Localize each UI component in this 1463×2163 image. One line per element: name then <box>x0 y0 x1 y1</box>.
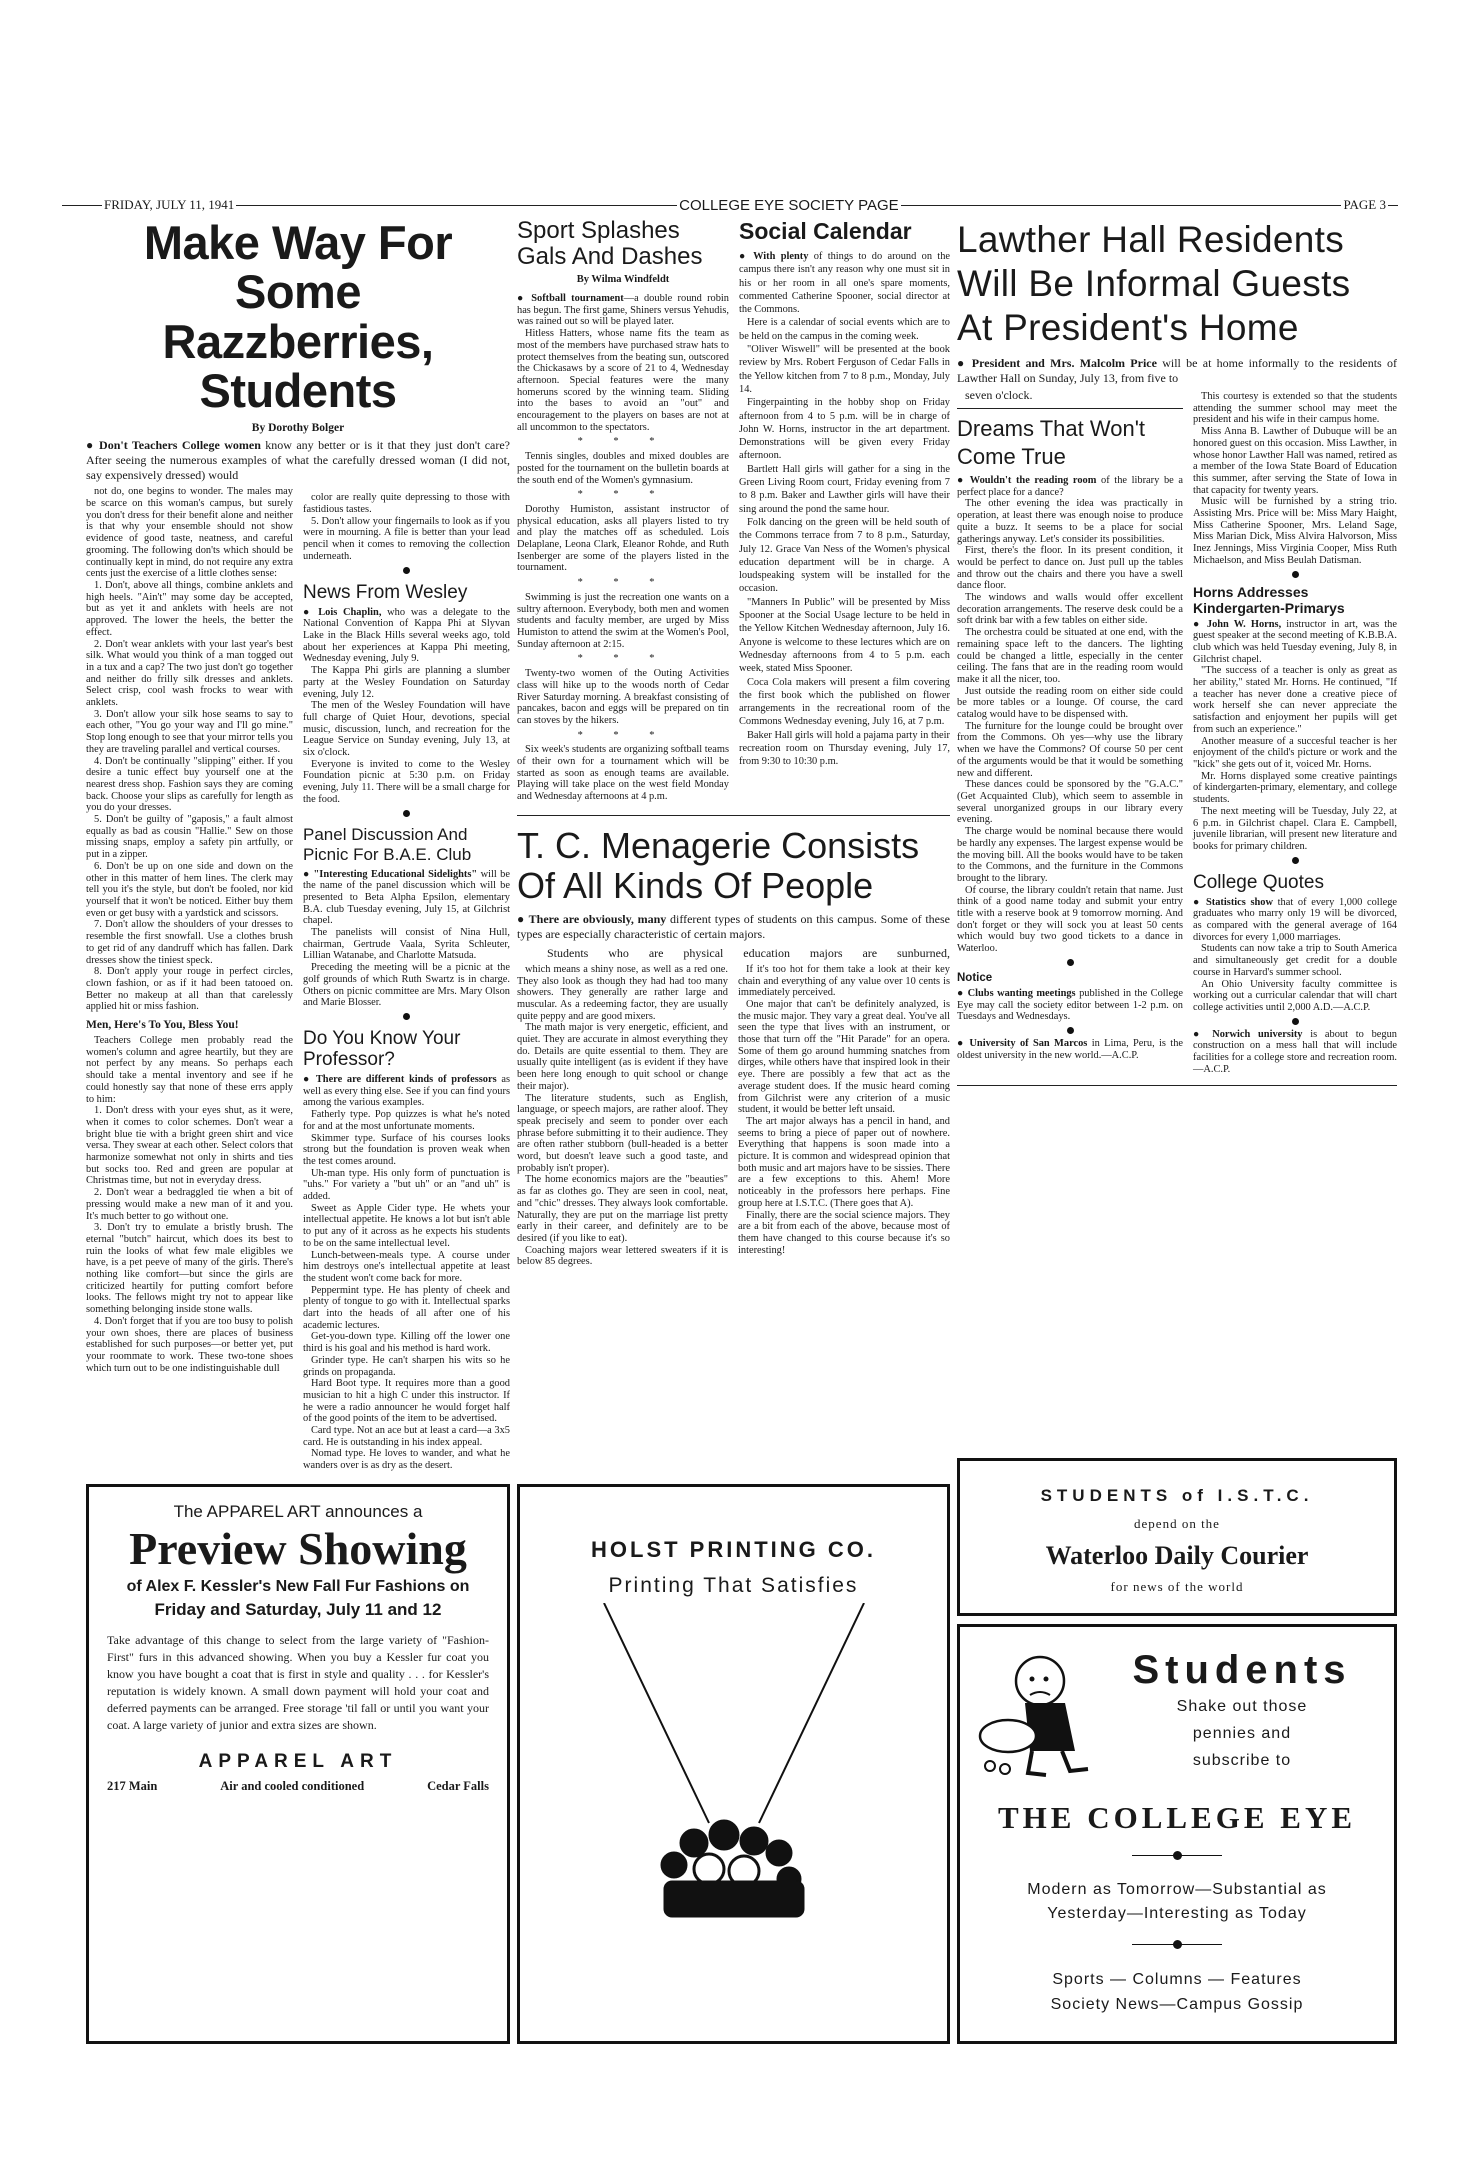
paragraph: Of course, the library couldn't retain that name. Just think of a good name today and submit your entry title with a reserve book at 9 tomorrow morning. And don't forget or they will sock you at least 50 cents which would buy two good tickets to a dance in Waterloo. <box>957 884 1183 955</box>
headline-line: Make Way For Some <box>143 216 453 319</box>
ad-headline-block <box>1100 1641 1384 1774</box>
paragraph: Tennis singles, doubles and mixed doubles are posted for the tournament on the bulletin boards at the south end of the Women's gymnasium. <box>517 451 729 486</box>
paragraph: 2. Don't wear anklets with your last year's best silk. What would you think of a man togged out in a tux and a cap? The two just don't go together and neither do frilly silk dresses and anklets. Select crisp, cool wash frocks to wear with anklets. <box>86 638 293 709</box>
paragraph-text: will be the name of the panel discussion which will be presented to Beta Alpha Epsilon, elementary B.A. club Tuesday evening, July 15, at Gilchrist chapel. <box>303 868 510 927</box>
paragraph: Coca Cola makers will present a film covering the first book which the published on flower arrangements in the recreational room of the Commons Wednesday evening, July 16, at 7 p.m. <box>739 676 950 728</box>
intro-lead: President and Mrs. Malcolm Price <box>971 356 1157 370</box>
paragraph <box>303 1074 510 1109</box>
paragraph: If it's too hot for them take a look at their key chain and everything of any value over 10 cents is immediately perceived. <box>738 963 950 999</box>
separator: * * * <box>577 577 669 589</box>
headline-line: Sport Splashes <box>517 217 680 244</box>
paragraph: The other evening the idea was practically in operation, at least there was enough noise to produce quite a buzz. It seems to be a place for social gatherings anyway. Let's consider its possibilities. <box>957 498 1183 545</box>
ad-line: Modern as Tomorrow—Substantial as <box>1027 1881 1327 1898</box>
paragraph: 4. Don't forget that if you are too busy to polish your own shoes, there are places of business established for such purposes—or better yet, put your roommate to work. These two-tone shoes which turn out to be one indistinguishable dull <box>86 1315 293 1374</box>
paragraph: Dorothy Humiston, assistant instructor of physical education, asks all players listed to try and play the matches off as scheduled. Lois Delaplane, Leona Clark, Eleanor Rohde, and Ruth Isenberger are some of the players listed in the tournament. <box>517 503 729 574</box>
paragraph: 7. Don't allow the shoulders of your dresses to resemble the first snowfall. Use a clothes brush to get rid of any dandruff which has fallen. Dark dresses show the tiniest speck. <box>86 919 293 966</box>
paragraph: Music will be furnished by a string trio. Assisting Mrs. Price will be: Miss Mary Haight, Miss Catherine Spooner, Mrs. Leland Sage, Miss Marian Dick, Miss Alvira Halvorson, Miss Inez Jennings, Miss Virginia Cooper, Miss Ruth Michaelson, and Miss Beulah Datisman. <box>1193 496 1397 566</box>
ad-footer <box>107 1778 489 1794</box>
professor-article <box>303 1074 510 1472</box>
paragraph-text: of the library be a perfect place for a dance? <box>957 475 1183 498</box>
paragraph: The panelists will consist of Nina Hull, chairman, Gertrude Vaala, Syrita Schleuter, Lillian Watanabe, and Charlotte Matsuda. <box>303 927 510 962</box>
ad-line: Yesterday—Interesting as Today <box>1047 1905 1307 1922</box>
rule <box>1388 205 1398 206</box>
paragraph: Hitless Hatters, whose name fits the team as most of the members have purchased straw hats to protect themselves from the beating sun, outscored the Chickasaws by a score of 21 to 4, Wednesday afternoon. Special features were the many homeruns scored by the winning team. Sliding into the bases to avoid an "out" and encouragement to the players on bases are not at all uncommon to the spectators. <box>517 328 729 433</box>
ad-slogan: Printing That Satisfies <box>608 1574 859 1597</box>
paragraph: which means a shiny nose, as well as a red one. They also look as though they had had too many showers. They generally are rather large and muscular. As a redeeming factor, they are usually quite peppy and are good mixers. <box>517 963 728 1022</box>
sport-column <box>517 218 729 803</box>
paragraph: 1. Don't, above all things, combine anklets and high heels. "Ain't" may some day be accepted, but as yet it and anklets with heels are not approved. The lower the heels, the better the effect. <box>86 580 293 638</box>
paragraph <box>957 1038 1183 1061</box>
paragraph: Just outside the reading room on either side could be more tables or a lounge. Of course, the card catalog would have to be dispensed with. <box>957 685 1183 721</box>
paragraph <box>517 293 729 328</box>
lead-in: ● Norwich university <box>1193 1029 1302 1040</box>
bae-article <box>303 869 510 1020</box>
rule <box>236 205 677 206</box>
intro-lead: There are obviously, many <box>528 911 667 926</box>
paragraph <box>1193 897 1397 944</box>
paragraph: The men of the Wesley Foundation will have full charge of Quiet Hour, devotions, special music, discussion, lunch, and recreation for the League Service on Sunday evening, July 13, at six o'clock. <box>303 700 510 759</box>
paragraph: Teachers College men probably read the women's column and agree heartily, but they are not perfect by any means. So perhaps each should take a mental inventory and see if he could honestly say that none of these errs apply to him: <box>86 1035 293 1105</box>
paragraph <box>957 988 1183 1023</box>
ad-features <box>970 1967 1384 2017</box>
paragraph: Preceding the meeting will be a picnic at the golf grounds of which Ruth Swartz is in charge. Others on picnic committee are Mrs. Mary Olson and Marie Blosser. <box>303 962 510 1009</box>
ad-body: Take advantage of this change to select from the large variety of "Fashion-First" furs in this advanced showing. When you buy a Kessler fur coat you know you have bought a coat that is first in style and quality . . . for Kessler's reputation is widely known. A small down payment will hold your coat and deferred payments can be arranged. Free storage 'til fall or until you want your coat. A large variety of junior and extra sizes are shown. <box>107 1633 489 1732</box>
paragraph: Folk dancing on the green will be held south of the Commons terrace from 7 to 8 p.m., Saturday, July 12. Grace Van Ness of the Women's physical education department will be in charge. A loudspeaking system will be installed for the occasion. <box>739 516 950 595</box>
ad-company-name: HOLST PRINTING CO. <box>591 1537 876 1562</box>
paragraph: Mr. Horns displayed some creative paintings of kindergarten-primary, elementary, and college students. <box>1193 770 1397 806</box>
divider <box>517 815 950 816</box>
paragraph: Miss Anna B. Lawther of Dubuque will be an honored guest on this occasion. Miss Lawther, in whose honor Lawther Hall was named, retired as a member of the Iowa State Board of Education this summer, after serving the State of Iowa in that capacity for twenty years. <box>1193 426 1397 496</box>
paragraph-text: is about to begun construction on a mess hall that will include facilities for a college store and recreation room.—A.C.P. <box>1193 1028 1397 1075</box>
paragraph: Hard Boot type. It requires more than a good musician to hit a high C under this instructor. If he were a radio announcer he would forget half of the good points of the item to be advertised. <box>303 1378 510 1425</box>
ad-title: Preview Showing <box>129 1523 467 1574</box>
paragraph: First, there's the floor. In its present condition, it would be perfect to dance on. Just pull up the tables and throw out the chairs and there you have a swell dance floor. <box>957 545 1183 592</box>
rule <box>62 205 102 206</box>
page-number: PAGE 3 <box>1343 197 1386 212</box>
wesley-article <box>303 607 510 817</box>
crowd-illustration-icon <box>584 1603 884 1923</box>
paragraph: Fingerpainting in the hobby shop on Friday afternoon from 4 to 5 p.m. will be in charge of John W. Horns, instructor in the art department. Demonstrations will be given every Friday afternoon. <box>739 397 950 462</box>
notice-headline: Notice <box>957 971 993 984</box>
separator-dot <box>1067 959 1074 966</box>
headline-line: Lawther Hall Residents <box>957 219 1345 260</box>
ad-paper-name: THE COLLEGE EYE <box>997 1800 1357 1835</box>
bae-headline: Panel Discussion And Picnic For B.A.E. Club <box>303 824 472 864</box>
paragraph: not do, one begins to wonder. The males may be scarce on this woman's campus, but surely you don't dress for their benefit alone and neither is that why your ensemble should not show evidence of good taste, neatness, and careful grooming. The following don'ts which should be continually kept in mind, do not require any extra cents just the exercise of a little clothes sense: <box>86 486 293 580</box>
paragraph: "The success of a teacher is only as great as her ability," stated Mr. Horns. He continued, "If a teacher has never done a creative piece of work herself she can never appreciate the satisfaction and enjoyment her pupils will get from such an experience." <box>1193 665 1397 735</box>
paragraph: 4. Don't be continually "slipping" either. If you desire a tunic effect buy yourself one at the nearest dress shop. Fashion says they are coming back. Choose your slips as carefully for length as you do your dresses. <box>86 755 293 814</box>
separator: * * * <box>577 653 669 665</box>
lead-in: ● With plenty <box>739 251 808 262</box>
social-article <box>739 250 950 769</box>
paragraph: The windows and walls would offer excellent decoration arrangements. The reserve desk could be a soft drink bar with a few tables on either side. <box>957 592 1183 627</box>
paragraph: Baker Hall girls will hold a pajama party in their recreation room on Thursday evening, July 17, from 9:30 to 10:30 p.m. <box>739 729 950 768</box>
paragraph: Swimming is just the recreation one wants on a sultry afternoon. Everybody, both men and women students and faculty member, are urged by Miss Humiston to attend the swim at the Women's Pool, Sunday afternoon at 2:15. <box>517 591 729 650</box>
paragraph: 3. Don't allow your silk hose seams to say to each other, "You go your way and I'll go mine." Stop long enough to see that your mirror tells you they are traveling parallel and vertical courses. <box>86 708 293 755</box>
ad-line: Friday and Saturday, July 11 and 12 <box>154 1600 442 1619</box>
paragraph: Six week's students are organizing softball teams of their own for a tournament which will be started as soon as enough teams are available. Playing will take place on the west field Monday and Wednesday afternoons at 4 p.m. <box>517 744 729 803</box>
separator-dot <box>1292 857 1299 864</box>
lawther-headline <box>957 218 1397 350</box>
paragraph: Get-you-down type. Killing off the lower one third is his goal and his method is hard work. <box>303 1331 510 1355</box>
ad-city: Cedar Falls <box>427 1779 489 1793</box>
menagerie-headline <box>517 826 950 906</box>
headline-line: Will Be Informal Guests <box>957 263 1351 304</box>
apparel-art-ad[interactable] <box>86 1484 510 2044</box>
issue-date: FRIDAY, JULY 11, 1941 <box>104 197 235 212</box>
paragraph: The orchestra could be situated at one end, with the remaining space left to the dancers. The lighting could be changed a little, especially in the center ceiling. The fans that are in the reading room would make it all the nicer, too. <box>957 627 1183 685</box>
column-2 <box>303 492 510 1472</box>
lead-in: ● "Interesting Educational Sidelights" <box>303 869 477 880</box>
paragraph: One major that can't be definitely analyzed, is the music major. They vary a great deal. You've all seen the type that lives with an instrument, or those that turn off the "Hit Parade" for an opera. Some of them go around humming snatches from dirges, while others have that inspired look in their eye. There are possibly a few that act as the average student does. If the music heard coming from Gilchrist were any criterion of a music student, it would be better left unsaid. <box>738 998 950 1116</box>
razzberries-columns <box>86 486 510 1472</box>
professor-headline: Do You Know Your Professor? <box>303 1027 461 1070</box>
social-column <box>739 218 950 769</box>
paragraph <box>1193 619 1397 666</box>
razzberries-column-2 <box>303 492 510 573</box>
divider <box>1132 1944 1222 1949</box>
paragraph <box>739 250 950 316</box>
paragraph: "Oliver Wiswell" will be presented at the book review by Mrs. Robert Ferguson of Cedar Falls in the Yellow kitchen from 7 to 8 p.m., Monday, July 14. <box>739 344 950 395</box>
dreams-article <box>957 475 1183 966</box>
paragraph: Here is a calendar of social events which are to be held on the campus in the coming week. <box>739 317 950 342</box>
intro-text: know any better or is it that they just don't care? After seeing the numerous examples of what the carefully dressed woman (I did not, say expensively dressed) would <box>86 438 511 483</box>
menagerie-column-2 <box>738 964 950 1257</box>
paragraph: Skimmer type. Surface of his courses looks strong but the foundation is proven weak when the test comes around. <box>303 1132 510 1167</box>
middle-top-columns <box>517 218 950 803</box>
quotes-article <box>1193 897 1397 1076</box>
lawther-article <box>1193 391 1397 578</box>
menagerie-wide-line: Students who are physical education majors are sunburned, <box>547 945 950 960</box>
sport-headline <box>517 218 729 270</box>
ad-line: STUDENTS of I.S.T.C. <box>1040 1486 1314 1505</box>
column-5 <box>957 388 1183 1061</box>
horns-headline: Horns Addresses Kindergarten-Primarys <box>1193 583 1345 616</box>
ad-line: Shake out those <box>1176 1698 1308 1715</box>
page-header <box>60 196 1400 214</box>
byline: By Dorothy Bolger <box>251 422 345 435</box>
paragraph: Coaching majors wear lettered sweaters if it is below 85 degrees. <box>517 1244 728 1268</box>
paragraph: color are really quite depressing to those with fastidious tastes. <box>303 492 510 516</box>
paragraph: Twenty-two women of the Outing Activities class will hike up to the woods north of Cedar River Saturday morning. A breakfast consisting of pancakes, bacon and eggs will be prepared on tin can stoves by the hikers. <box>517 668 729 726</box>
paragraph: The math major is very energetic, efficient, and quiet. They are accurate in almost everything they do. Details are quite essential to them. They are usually quite intelligent (as is evident if they have been here long enough to quit school or change their major). <box>517 1022 728 1092</box>
paragraph <box>303 869 510 928</box>
headline-line: Gals And Dashes <box>517 243 703 270</box>
ad-line: for news of the world <box>1110 1579 1244 1594</box>
wesley-headline: News From Wesley <box>303 581 468 603</box>
social-headline: Social Calendar <box>739 218 912 244</box>
menagerie-intro: ● There are obviously, many different types of students on this campus. Some of these types are especially characteristic of certain majors. <box>517 911 950 941</box>
page-body <box>86 218 1396 2084</box>
separator-dot <box>403 810 410 817</box>
ad-motto <box>970 1878 1384 1926</box>
ad-line: subscribe to <box>1192 1752 1292 1769</box>
separator-dot <box>1292 1018 1299 1025</box>
rule <box>901 205 1342 206</box>
paragraph-text: in Lima, Peru, is the oldest university in the new world.—A.C.P. <box>957 1037 1184 1061</box>
lead-in: ● Clubs wanting meetings <box>957 988 1076 999</box>
paragraph: Lunch-between-meals type. A course under him destroys one's intellectual appetite at least the student won't come back for more. <box>303 1249 510 1284</box>
paragraph: An Ohio University faculty committee is working out a curricular calendar that will chart college activities until 2,000 A.D.—A.C.P. <box>1193 978 1397 1013</box>
ad-line: Society News—Campus Gossip <box>1050 1996 1304 2013</box>
menagerie-column-1 <box>517 964 728 1268</box>
paragraph-text: —a double round robin has begun. The first game, Shiners versus Yehudis, was rained out so will be played later. <box>517 293 729 328</box>
right-section <box>957 218 1397 2044</box>
separator: * * * <box>577 489 669 501</box>
headline-line: Of All Kinds Of People <box>517 864 874 906</box>
paragraph: Bartlett Hall girls will gather for a sing in the Green Living Room court, Friday evening from 7 to 8 p.m. Baker and Lawther girls will have their sing around the pond the same hour. <box>739 463 950 515</box>
paragraph: 6. Don't be up on one side and down on the other in this matter of hem lines. The clerk may tell you it's the style, but don't be fooled, nor kid yourself that it won't be noticed. Either buy them even or get busy with a yardstick and scissors. <box>86 860 293 919</box>
headline-line: Razzberries, Students <box>162 314 434 418</box>
headline-line: T. C. Menagerie Consists <box>517 824 920 866</box>
paragraph: Everyone is invited to come to the Wesley Foundation picnic at 5:30 p.m. on Friday evening, July 11. There will be a small charge for the food. <box>303 758 510 805</box>
ad-line: Sports — Columns — Features <box>1052 1971 1302 1988</box>
left-section <box>86 218 510 2044</box>
paragraph: Fatherly type. Pop quizzes is what he's noted for and at the most unfortunate moments. <box>303 1109 510 1132</box>
ad-store-name: APPAREL ART <box>198 1751 398 1772</box>
paragraph: 1. Don't dress with your eyes shut, as it were, when it comes to color schemes. Don't wear a bright blue tie with a bright green shirt and vice versa. They swear at each other. Select colors that harmonize somewhat not only in shirts and ties but socks too. Red and green are popular at Christmas time, but not in everyday dress. <box>86 1105 293 1187</box>
ad-line: depend on the <box>1134 1516 1220 1531</box>
lead-in: ● There are different kinds of professors <box>303 1074 497 1085</box>
lead-in: ● John W. Horns, <box>1193 619 1281 630</box>
lead-in: ● University of San Marcos <box>957 1038 1087 1049</box>
paragraph: The literature students, such as English, language, or speech majors, are rather aloof. They speak precisely and seem to ponder over each phrase before submitting it to their audience. They are often rather stubborn (bull-headed is a better word, but doesn't leave such a good taste, and probably isn't proper). <box>517 1092 728 1174</box>
paragraph: 5. Don't be guilty of "gaposis," a fault almost equally as bad as cousin "Hallie." Sew on those missing snaps, employ a safety pin artfully, or put in a zipper. <box>86 814 293 861</box>
section-title: COLLEGE EYE SOCIETY PAGE <box>679 196 899 214</box>
paragraph: Finally, there are the social science majors. They are a bit from each of the above, because most of them have changed to this course because it's so interesting! <box>738 1209 950 1256</box>
paragraph: The charge would be nominal because there would be hardly any expenses. The largest expense would be the moving bill. All the books would have to be taken to the Commons, and the furniture in the Commons brought to the library. <box>957 826 1183 884</box>
dreams-headline: Dreams That Won't Come True <box>957 416 1146 469</box>
paragraph: Nomad type. He loves to wander, and what he wanders over is as dry as the desert. <box>303 1448 510 1472</box>
paragraph: seven o'clock. <box>965 388 1033 402</box>
paragraph <box>303 607 510 666</box>
paragraph: 2. Don't wear a bedraggled tie when a bit of pressing would make a new man of it and you. It's much better to go without one. <box>86 1187 293 1222</box>
paragraph <box>957 475 1183 498</box>
lead-in: ● Lois Chaplin, <box>303 607 381 618</box>
lawther-continued <box>957 388 1183 403</box>
menagerie-columns <box>517 964 950 1268</box>
college-eye-ad[interactable] <box>957 1624 1397 2044</box>
paragraph: The art major always has a pencil in hand, and seems to bring a piece of paper out of nowhere. Everything that happens is soon made into a picture. It is common and widespread opinion that both music and art majors have to be sissies. There are a few exceptions to this. Ahem! More noticeably in the professors here perhaps. Fine group here at I.S.T.C. (There goes that A). <box>738 1115 950 1209</box>
paragraph: 5. Don't allow your fingernails to look as if you were in mourning. A file is better than your lead pencil when it comes to removing the collection underneath. <box>303 515 510 562</box>
divider <box>957 1085 1397 1086</box>
paragraph: 3. Don't try to emulate a bristly brush. The eternal "butch" haircut, which does its best to ruin the looks of what few male eligibles we have, is a pet peeve of many of the girls. There's nothing like comfort—but since the girls are criticized heartily for putting comfort before looks. The fellows might try not to appear like something belonging inside stone walls. <box>86 1222 293 1316</box>
paragraph-text: of things to do around on the campus there isn't any reason why one must sit in his or her room in all one's spare moments, commented Catherine Spooner, social director at the Commons. <box>739 251 951 316</box>
lead-in: ● Wouldn't the reading room <box>957 475 1096 486</box>
ad-line: The APPAREL ART announces a <box>173 1502 423 1521</box>
notice-article <box>957 988 1183 1062</box>
divider <box>1132 1855 1222 1860</box>
quotes-headline: College Quotes <box>1193 871 1324 893</box>
intro-text: different types of students on this campus. Some of these types are especially characteristic of certain majors. <box>517 911 950 941</box>
paragraph: This courtesy is extended so that the students attending the summer school may meet the president and his wife in their campus home. <box>1193 391 1397 426</box>
sport-article <box>517 293 729 803</box>
headline-line: At President's Home <box>957 307 1299 348</box>
paragraph <box>1193 1029 1397 1076</box>
intro-lead: Don't Teachers College women <box>99 438 261 453</box>
razzberries-intro: ● Don't Teachers College women know any better or is it that they just don't care? After seeing the numerous examples of what the carefully dressed woman (I did not, say expensively dressed) would <box>86 438 511 483</box>
cartoon-student-icon <box>970 1641 1100 1781</box>
paragraph-text: as well as every thing else. See if you can find yours among the various examples. <box>303 1073 510 1109</box>
paragraph: These dances could be sponsored by the "G.A.C." (Get Acquainted Club), which seem to assemble in several unorganized groups in our library every evening. <box>957 779 1183 826</box>
paragraph: Card type. Not an ace but at least a card—a 3x5 card. He is outstanding in his index appeal. <box>303 1425 510 1448</box>
lead-in: ● Statistics show <box>1193 897 1273 908</box>
ad-address: 217 Main <box>107 1779 158 1793</box>
paragraph: The next meeting will be Tuesday, July 22, at 6 p.m. in Gilchrist chapel. Clara E. Campbell, juvenile librarian, will present new literature and books for primary children. <box>1193 805 1397 852</box>
holst-printing-ad[interactable] <box>517 1484 950 2044</box>
divider <box>957 408 1183 409</box>
right-columns <box>957 388 1397 1075</box>
lead-in: ● Softball tournament <box>517 293 624 304</box>
paragraph: Uh-man type. His only form of punctuation is "uhs." For variety a "but uh" or an "and uh" is added. <box>303 1167 510 1203</box>
paragraph: Students can now take a trip to South America and simultaneously get credit for a double course in Harvard's summer school. <box>1193 943 1397 978</box>
paragraph: The home economics majors are the "beauties" as far as clothes go. They are seen in cool, neat, and "chic" dresses. They always look comfortable. Naturally, they are put on the marriage list pretty early in their career, and definitely are to be desired (if you like to eat). <box>517 1174 728 1244</box>
separator: * * * <box>577 729 669 741</box>
paragraph: The Kappa Phi girls are planning a slumber party at the Wesley Foundation on Saturday evening, July 12. <box>303 665 510 700</box>
middle-section <box>517 218 950 2044</box>
paragraph: "Manners In Public" will be presented by Miss Spooner at the Social Usage lecture to be held in the Yellow Kitchen Wednesday afternoon, July 16. Anyone is welcome to these lectures which are on Wednesday afternoons from 4 to 5 p.m. each week, stated Miss Spooner. <box>739 596 950 675</box>
razzberries-column-1 <box>86 486 293 1374</box>
ad-line: pennies and <box>1192 1725 1292 1742</box>
paragraph-text: who was a delegate to the National Convention of Kappa Phi at Slyvan Lake in the Black Hills several weeks ago, told about her experiences at Kappa Phi meeting, Wednesday evening, July 9. <box>303 606 511 665</box>
paragraph: Peppermint type. He has plenty of cheek and plenty of tongue to go with it. Intellectual sparks dart into the heads of all after one of his academic lectures. <box>303 1284 510 1331</box>
horns-article <box>1193 619 1397 864</box>
lawther-intro: ● President and Mrs. Malcolm Price will be at home informally to the residents of Lawther Hall on Sunday, July 13, from five to <box>957 356 1397 385</box>
paragraph-text: instructor in art, was the guest speaker at the second meeting of K.B.B.A. club which was held Tuesday evening, July 8, in Gilchrist chapel. <box>1193 618 1397 665</box>
paragraph-text: that of every 1,000 college graduates who marry only 19 will be divorced, as compared with the general average of 164 divorces for every 1,000 marriages. <box>1193 896 1397 943</box>
separator-dot <box>1067 1027 1074 1034</box>
ad-title: Students <box>1132 1648 1352 1692</box>
paragraph: 8. Don't apply your rouge in perfect circles, clown fashion, or as if it had been tatooed on. Better no makeup at all than that carelessly applied hit or miss fashion. <box>86 966 293 1013</box>
ad-top <box>970 1641 1384 1781</box>
byline: By Wilma Windfeldt <box>576 274 670 285</box>
intro-text: will be at home informally to the residents of Lawther Hall on Sunday, July 13, from five to <box>957 356 1397 385</box>
courier-ad[interactable] <box>957 1458 1397 1616</box>
column-6 <box>1193 391 1397 1075</box>
separator-dot <box>403 1013 410 1020</box>
separator: * * * <box>577 436 669 448</box>
paragraph: Another measure of a succesful teacher is her enjoyment of the child's picture or work and the "kick" she gets out of it, voiced Mr. Horns. <box>1193 735 1397 770</box>
separator-dot <box>1292 571 1299 578</box>
razzberries-headline <box>86 216 510 418</box>
separator-dot <box>403 567 410 574</box>
ad-tagline <box>1100 1693 1384 1774</box>
paragraph: Grinder type. He can't sharpen his wits so he grinds on propaganda. <box>303 1354 510 1378</box>
paragraph: Sweet as Apple Cider type. He whets your intellectual appetite. He knows a lot but isn't able to put any of it across as he expects his students to be on the same intellectual level. <box>303 1202 510 1249</box>
ad-line: of Alex F. Kessler's New Fall Fur Fashions on <box>126 1578 470 1595</box>
paragraph-text: published in the College Eye may call the society editor between 1-2 p.m. on Tuesdays and Wednesdays. <box>957 987 1183 1023</box>
subheading: Men, Here's To You, Bless You! <box>86 1019 239 1032</box>
ad-feature: Air and cooled conditioned <box>220 1779 365 1793</box>
paragraph: The furniture for the lounge could be brought over from the Commons. Oh yes—why use the library when we have the Commons? Of course 50 per cent of the arguments would be that it would be something new and different. <box>957 720 1183 779</box>
courier-masthead: Waterloo Daily Courier <box>1045 1541 1309 1570</box>
